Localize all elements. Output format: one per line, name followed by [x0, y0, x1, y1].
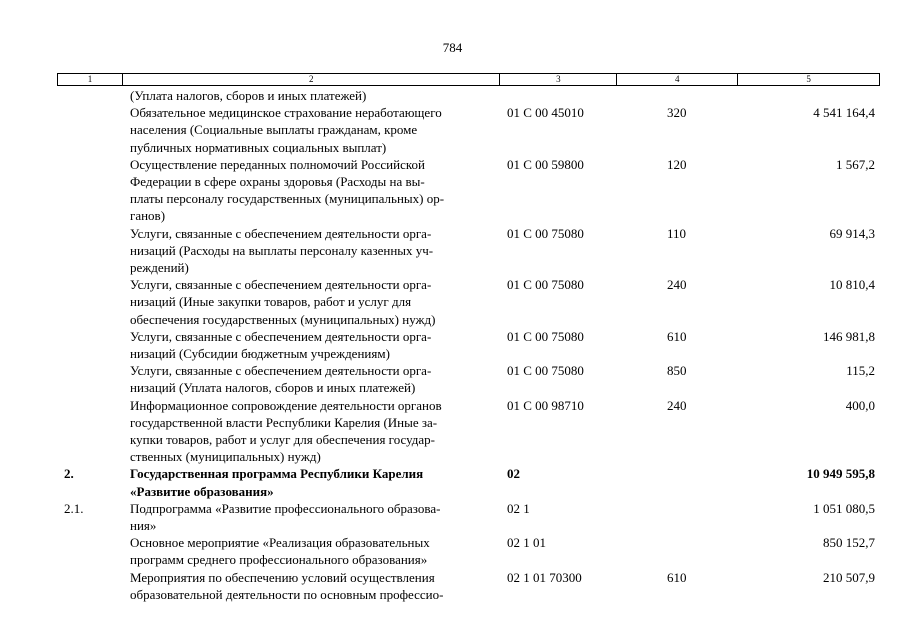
row-code: 02 1 01	[507, 535, 546, 551]
row-name: Подпрограмма «Развитие профессионального образова- ния»	[130, 500, 441, 534]
row-expense-type: 850	[667, 363, 687, 379]
row-code: 01 С 00 98710	[507, 397, 584, 413]
row-name: Осуществление переданных полномочий Российской Федерации в сфере охраны здоровья (Расходы на вы- платы персоналу государственных (муниципальных) ор- ганов)	[130, 156, 445, 224]
row-sum: 10 810,4	[829, 277, 875, 293]
row-code: 01 С 00 59800	[507, 156, 584, 172]
row-name: Информационное сопровождение деятельности органов государственной власти Республики Карелия (Иные за- купки товаров, работ и услуг для обеспечения государ- ственных (муниципальных) нужд)	[130, 397, 442, 465]
table-row	[0, 534, 905, 568]
row-name: Услуги, связанные с обеспечением деятельности орга- низаций (Иные закупки товаров, работ и услуг для обеспечения государственных (муниципальных) нужд)	[130, 277, 436, 327]
table-row	[0, 465, 905, 499]
row-name: Услуги, связанные с обеспечением деятельности орга- низаций (Субсидии бюджетным учреждениям)	[130, 328, 432, 362]
row-sum: 210 507,9	[823, 569, 875, 585]
row-number: 2.	[64, 466, 74, 482]
row-code: 01 С 00 75080	[507, 277, 584, 293]
table-row	[0, 156, 905, 225]
column-header-4: 4	[617, 74, 738, 85]
row-expense-type: 120	[667, 156, 687, 172]
column-header-5: 5	[738, 74, 880, 85]
row-name: Основное мероприятие «Реализация образовательных программ среднего профессионального образования»	[130, 535, 430, 568]
row-sum: 69 914,3	[829, 225, 875, 241]
column-header-1: 1	[58, 74, 123, 85]
row-expense-type: 240	[667, 397, 687, 413]
column-number-header	[57, 73, 880, 86]
row-name: Государственная программа Республики Карелия «Развитие образования»	[130, 466, 424, 499]
row-code: 02 1	[507, 500, 530, 516]
column-header-3: 3	[500, 74, 617, 85]
row-sum: 146 981,8	[823, 328, 875, 344]
row-sum: 400,0	[845, 397, 875, 413]
row-code: 01 С 00 75080	[507, 225, 584, 241]
row-code: 02 1 01 70300	[507, 569, 582, 585]
table-row	[0, 104, 905, 156]
row-code: 02	[507, 466, 520, 482]
row-name: Мероприятия по обеспечению условий осуществления образовательной деятельности по основным профессио-	[130, 569, 444, 602]
row-name: (Уплата налогов, сборов и иных платежей)	[130, 88, 367, 103]
row-code: 01 С 00 45010	[507, 105, 584, 121]
row-expense-type: 610	[667, 328, 687, 344]
row-code: 01 С 00 75080	[507, 328, 584, 344]
table-row	[0, 397, 905, 466]
row-sum: 1 567,2	[836, 156, 875, 172]
row-sum: 850 152,7	[823, 535, 875, 551]
table-row	[0, 225, 905, 277]
table-row	[0, 328, 905, 362]
table-row	[0, 569, 905, 603]
table-row	[0, 362, 905, 396]
row-number: 2.1.	[64, 500, 84, 516]
row-expense-type: 240	[667, 277, 687, 293]
table-row	[0, 87, 905, 104]
row-name: Обязательное медицинское страхование неработающего населения (Социальные выплаты гражданам, кроме публичных нормативных социальных выплат)	[130, 105, 442, 155]
page-number: 784	[442, 40, 463, 55]
row-expense-type: 320	[667, 105, 687, 121]
column-header-2: 2	[123, 74, 501, 85]
budget-table-body	[0, 87, 905, 603]
row-sum: 10 949 595,8	[806, 466, 875, 482]
row-sum: 4 541 164,4	[813, 105, 875, 121]
row-expense-type: 610	[667, 569, 687, 585]
row-sum: 1 051 080,5	[813, 500, 875, 516]
row-name: Услуги, связанные с обеспечением деятельности орга- низаций (Расходы на выплаты персоналу казенных уч- реждений)	[130, 225, 434, 276]
row-expense-type: 110	[667, 225, 687, 241]
row-sum: 115,2	[846, 363, 875, 379]
table-row	[0, 276, 905, 328]
row-name: Услуги, связанные с обеспечением деятельности орга- низаций (Уплата налогов, сборов и иных платежей)	[130, 363, 432, 396]
row-code: 01 С 00 75080	[507, 363, 584, 379]
table-row	[0, 500, 905, 534]
